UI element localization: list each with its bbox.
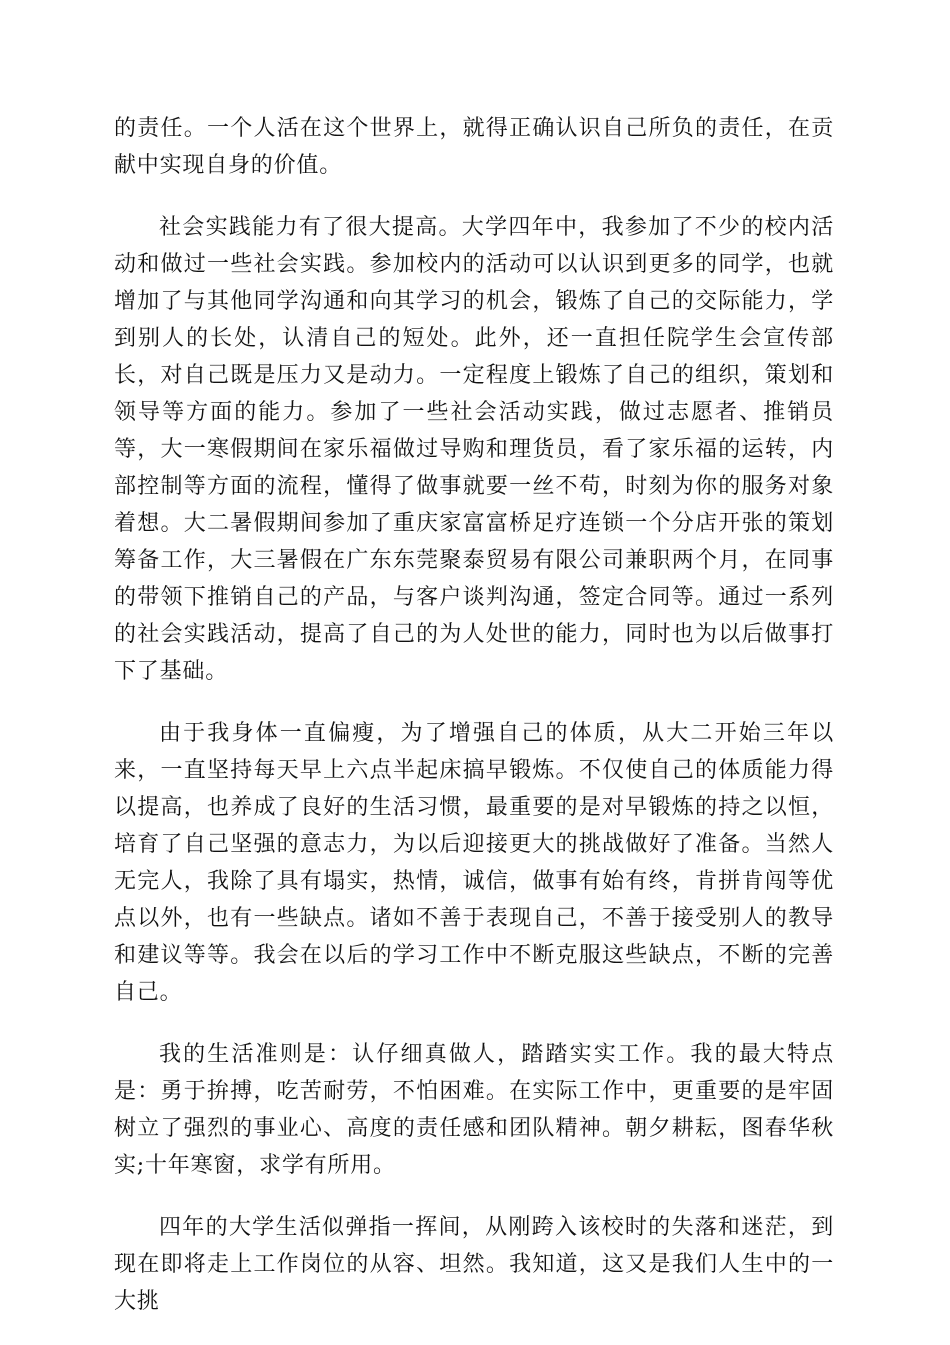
- paragraph-2: 社会实践能力有了很大提高。大学四年中，我参加了不少的校内活动和做过一些社会实践。参加校内的活动可以认识到更多的同学，也就增加了与其他同学沟通和向其学习的机会，锻炼了自己的交际能力，学到别人的长处，认清自己的短处。此外，还一直担任院学生会宣传部长，对自己既是压力又是动力。一定程度上锻炼了自己的组织，策划和领导等方面的能力。参加了一些社会活动实践，做过志愿者、推销员等，大一寒假期间在家乐福做过导购和理货员，看了家乐福的运转，内部控制等方面的流程，懂得了做事就要一丝不苟，时刻为你的服务对象着想。大二暑假期间参加了重庆家富富桥足疗连锁一个分店开张的策划筹备工作，大三暑假在广东东莞聚泰贸易有限公司兼职两个月，在同事的带领下推销自己的产品，与客户谈判沟通，签定合同等。通过一系列的社会实践活动，提高了自己的为人处世的能力，同时也为以后做事打下了基础。: [114, 215, 834, 684]
- paragraph-3: 由于我身体一直偏瘦，为了增强自己的体质，从大二开始三年以来，一直坚持每天早上六点半起床搞早锻炼。不仅使自己的体质能力得以提高，也养成了良好的生活习惯，最重要的是对早锻炼的持之以恒，培育了自己坚强的意志力，为以后迎接更大的挑战做好了准备。当然人无完人，我除了具有塌实，热情，诚信，做事有始有终，肯拼肯闯等优点以外，也有一些缺点。诸如不善于表现自己，不善于接受别人的教导和建议等等。我会在以后的学习工作中不断克服这些缺点，不断的完善自己。: [114, 721, 834, 1005]
- document-body: [114, 110, 834, 1345]
- paragraph-5: 四年的大学生活似弹指一挥间，从刚跨入该校时的失落和迷茫，到现在即将走上工作岗位的从容、坦然。我知道，这又是我们人生中的一大挑: [114, 1215, 834, 1314]
- paragraph-4: 我的生活准则是：认仔细真做人，踏踏实实工作。我的最大特点是：勇于拚搏，吃苦耐劳，不怕困难。在实际工作中，更重要的是牢固树立了强烈的事业心、高度的责任感和团队精神。朝夕耕耘，图春华秋实;十年寒窗，求学有所用。: [114, 1042, 834, 1178]
- paragraph-1: 的责任。一个人活在这个世界上，就得正确认识自己所负的责任，在贡献中实现自身的价值。: [114, 116, 834, 178]
